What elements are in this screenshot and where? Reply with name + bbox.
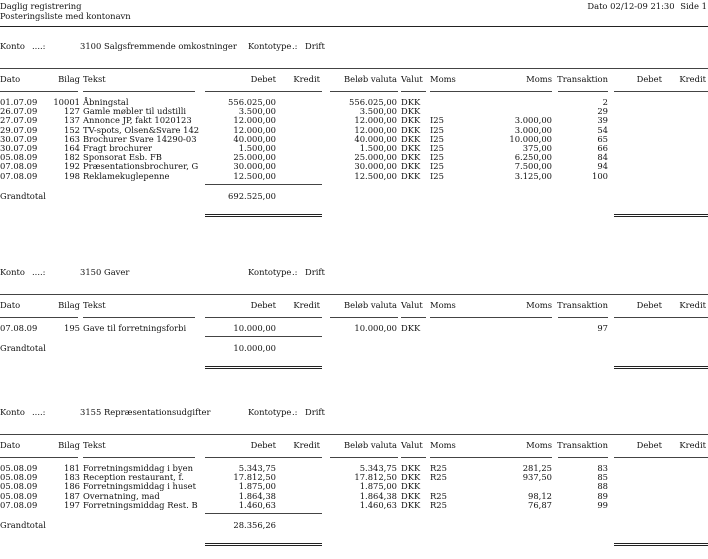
date-label: Dato xyxy=(587,1,608,11)
column-header-bottom-rule xyxy=(205,91,322,92)
cell-valut: DKK xyxy=(401,115,421,126)
cell-moms2: 7.500,00 xyxy=(514,161,552,172)
cell-valut: DKK xyxy=(401,124,421,135)
cell-moms: I25 xyxy=(430,115,444,126)
column-header-bottom-rule xyxy=(330,317,398,318)
cell-valut: DKK xyxy=(401,152,421,163)
column-header-bottom-rule xyxy=(614,317,708,318)
column-header-dato: Dato xyxy=(0,440,21,450)
cell-belob_valuta: 12.000,00 xyxy=(354,115,397,126)
cell-valut: DKK xyxy=(401,106,421,117)
report-title: Daglig registrering xyxy=(0,1,82,11)
cell-tekst: Præsentationsbrochurer, G xyxy=(83,161,199,172)
cell-dato: 26.07.09 xyxy=(0,106,38,117)
cell-belob_valuta: 25.000,00 xyxy=(354,152,397,163)
cell-moms: I25 xyxy=(430,124,444,135)
column-header-bottom-rule xyxy=(330,457,398,458)
double-underline xyxy=(205,545,322,546)
cell-bilag: 182 xyxy=(64,152,80,163)
double-underline xyxy=(205,214,322,215)
kontotype-dots: .: xyxy=(292,407,298,417)
double-underline xyxy=(205,366,322,367)
cell-belob_valuta: 17.812,50 xyxy=(354,472,397,483)
cell-moms: R25 xyxy=(430,499,447,510)
column-header-debet: Debet xyxy=(250,440,276,450)
cell-debet: 556.025,00 xyxy=(228,97,276,107)
cell-bilag: 195 xyxy=(64,323,80,333)
cell-valut: DKK xyxy=(401,323,421,333)
grandtotal-value: 692.525,00 xyxy=(228,190,276,201)
cell-valut: DKK xyxy=(401,499,421,510)
column-header-bottom-rule xyxy=(401,91,426,92)
kontotype-label: Kontotype xyxy=(248,407,292,417)
column-header-moms2: Moms xyxy=(526,440,552,450)
cell-belob_valuta: 12.500,00 xyxy=(354,170,397,181)
cell-tekst: Brochurer Svare 14290-03 xyxy=(83,133,197,144)
cell-valut: DKK xyxy=(401,490,421,501)
column-header-debet2: Debet xyxy=(636,440,662,450)
cell-dato: 05.08.09 xyxy=(0,152,38,163)
column-header-bottom-rule xyxy=(430,457,552,458)
cell-debet: 30.000,00 xyxy=(233,161,276,172)
account-name: Salgsfremmende omkostninger xyxy=(104,41,237,51)
cell-transaktion: 94 xyxy=(597,161,608,172)
konto-label: Konto xyxy=(0,41,25,51)
column-header-bilag: Bilag xyxy=(58,74,80,84)
cell-bilag: 127 xyxy=(64,106,80,117)
konto-dots: ....: xyxy=(32,41,46,51)
column-header-valut: Valut xyxy=(401,300,423,310)
account-number: 3100 xyxy=(80,41,102,51)
column-header-moms: Moms xyxy=(430,74,456,84)
header-divider xyxy=(0,26,708,27)
cell-debet: 17.812,50 xyxy=(233,472,276,483)
cell-moms2: 6.250,00 xyxy=(514,152,552,163)
cell-dato: 30.07.09 xyxy=(0,133,38,144)
cell-transaktion: 29 xyxy=(597,106,608,117)
column-header-kredit2: Kredit xyxy=(679,74,706,84)
kontotype-label: Kontotype xyxy=(248,41,292,51)
column-header-kredit: Kredit xyxy=(293,74,320,84)
column-header-moms2: Moms xyxy=(526,300,552,310)
total-rule xyxy=(205,336,322,337)
cell-tekst: Reklamekuglepenne xyxy=(83,170,170,181)
double-underline xyxy=(614,366,708,367)
cell-tekst: Forretningsmiddag Rest. B xyxy=(83,499,198,510)
cell-moms2: 3.000,00 xyxy=(514,115,552,126)
column-header-bottom-rule xyxy=(205,457,322,458)
cell-belob_valuta: 556.025,00 xyxy=(349,97,397,107)
column-header-bottom-rule xyxy=(0,457,78,458)
cell-debet: 1.864,38 xyxy=(238,490,276,501)
column-header-top-rule xyxy=(0,294,708,295)
cell-tekst: Overnatning, mad xyxy=(83,490,160,501)
cell-moms2: 76,87 xyxy=(528,499,552,510)
column-header-tekst: Tekst xyxy=(83,74,106,84)
cell-debet: 1.875,00 xyxy=(238,481,276,492)
double-underline xyxy=(614,543,708,544)
account-name: Repræsentationsudgifter xyxy=(104,407,211,417)
cell-debet: 5.343,75 xyxy=(238,463,276,473)
column-header-bottom-rule xyxy=(401,457,426,458)
column-header-debet2: Debet xyxy=(636,74,662,84)
column-header-bilag: Bilag xyxy=(58,300,80,310)
cell-transaktion: 54 xyxy=(597,124,608,135)
cell-moms: I25 xyxy=(430,152,444,163)
konto-dots: ....: xyxy=(32,407,46,417)
column-header-moms2: Moms xyxy=(526,74,552,84)
cell-moms2: 3.125,00 xyxy=(514,170,552,181)
column-header-debet2: Debet xyxy=(636,300,662,310)
total-rule xyxy=(205,513,322,514)
double-underline xyxy=(205,216,322,217)
cell-debet: 12.000,00 xyxy=(233,115,276,126)
cell-belob_valuta: 10.000,00 xyxy=(354,323,397,333)
column-header-kredit: Kredit xyxy=(293,300,320,310)
column-header-valut: Valut xyxy=(401,74,423,84)
cell-tekst: Forretningsmiddag i byen xyxy=(83,463,193,473)
cell-dato: 05.08.09 xyxy=(0,472,38,483)
cell-dato: 07.08.09 xyxy=(0,323,38,333)
column-header-tekst: Tekst xyxy=(83,440,106,450)
column-header-bottom-rule xyxy=(558,91,608,92)
cell-belob_valuta: 1.500,00 xyxy=(359,143,397,153)
column-header-bottom-rule xyxy=(0,317,78,318)
cell-dato: 07.08.09 xyxy=(0,499,38,510)
cell-debet: 3.500,00 xyxy=(238,106,276,117)
cell-tekst: Sponsorat Esb. FB xyxy=(83,152,162,163)
double-underline xyxy=(205,543,322,544)
cell-dato: 27.07.09 xyxy=(0,115,38,126)
column-header-bottom-rule xyxy=(430,317,552,318)
account-type: Drift xyxy=(305,41,325,51)
cell-bilag: 152 xyxy=(64,124,80,135)
cell-bilag: 181 xyxy=(64,463,80,473)
column-header-transaktion: Transaktion xyxy=(557,440,608,450)
total-rule xyxy=(205,184,322,185)
cell-valut: DKK xyxy=(401,97,421,107)
cell-moms2: 3.000,00 xyxy=(514,124,552,135)
kontotype-label: Kontotype xyxy=(248,267,292,277)
cell-belob_valuta: 1.864,38 xyxy=(359,490,397,501)
cell-moms: R25 xyxy=(430,463,447,473)
cell-moms2: 375,00 xyxy=(522,143,552,153)
cell-debet: 40.000,00 xyxy=(233,133,276,144)
column-header-transaktion: Transaktion xyxy=(557,300,608,310)
column-header-tekst: Tekst xyxy=(83,300,106,310)
column-header-belob_valuta: Beløb valuta xyxy=(343,74,397,84)
column-header-belob_valuta: Beløb valuta xyxy=(343,440,397,450)
column-header-kredit2: Kredit xyxy=(679,440,706,450)
cell-debet: 25.000,00 xyxy=(233,152,276,163)
cell-bilag: 192 xyxy=(64,161,80,172)
cell-bilag: 183 xyxy=(64,472,80,483)
cell-tekst: Reception restaurant, f. xyxy=(83,472,184,483)
cell-moms2: 10.000,00 xyxy=(509,133,552,144)
cell-tekst: TV-spots, Olsen&Svare 142 xyxy=(83,124,200,135)
cell-moms2: 281,25 xyxy=(522,463,552,473)
cell-tekst: Annonce JP, fakt 1020123 xyxy=(83,115,192,126)
grandtotal-value: 28.356,26 xyxy=(233,519,276,530)
cell-bilag: 163 xyxy=(64,133,80,144)
cell-transaktion: 65 xyxy=(597,133,608,144)
cell-transaktion: 83 xyxy=(597,463,608,473)
konto-dots: ....: xyxy=(32,267,46,277)
kontotype-dots: .: xyxy=(292,41,298,51)
cell-bilag: 137 xyxy=(64,115,80,126)
column-header-debet: Debet xyxy=(250,74,276,84)
grandtotal-label: Grandtotal xyxy=(0,343,46,353)
cell-tekst: Åbningstal xyxy=(83,97,129,107)
column-header-dato: Dato xyxy=(0,74,21,84)
cell-debet: 12.000,00 xyxy=(233,124,276,135)
column-header-bottom-rule xyxy=(558,317,608,318)
column-header-kredit2: Kredit xyxy=(679,300,706,310)
column-header-bottom-rule xyxy=(205,317,322,318)
column-header-bottom-rule xyxy=(83,317,195,318)
column-header-valut: Valut xyxy=(401,440,423,450)
column-header-moms: Moms xyxy=(430,300,456,310)
page-number: 1 xyxy=(701,1,707,11)
account-name: Gaver xyxy=(104,267,130,277)
double-underline xyxy=(614,216,708,217)
cell-valut: DKK xyxy=(401,133,421,144)
cell-debet: 1.460,63 xyxy=(238,499,276,510)
cell-transaktion: 85 xyxy=(597,472,608,483)
cell-valut: DKK xyxy=(401,170,421,181)
cell-tekst: Gamle møbler til udstilli xyxy=(83,106,187,117)
double-underline xyxy=(614,545,708,546)
cell-dato: 05.08.09 xyxy=(0,481,38,492)
cell-dato: 01.07.09 xyxy=(0,97,38,107)
cell-bilag: 197 xyxy=(64,499,80,510)
cell-dato: 07.08.09 xyxy=(0,161,38,172)
cell-valut: DKK xyxy=(401,161,421,172)
column-header-top-rule xyxy=(0,68,708,69)
column-header-debet: Debet xyxy=(250,300,276,310)
cell-valut: DKK xyxy=(401,472,421,483)
cell-valut: DKK xyxy=(401,481,421,492)
column-header-bottom-rule xyxy=(83,457,195,458)
cell-dato: 05.08.09 xyxy=(0,490,38,501)
cell-transaktion: 66 xyxy=(597,143,608,153)
double-underline xyxy=(205,368,322,369)
double-underline xyxy=(614,368,708,369)
column-header-moms: Moms xyxy=(430,440,456,450)
cell-debet: 1.500,00 xyxy=(238,143,276,153)
cell-dato: 29.07.09 xyxy=(0,124,38,135)
grandtotal-value: 10.000,00 xyxy=(233,343,276,353)
cell-belob_valuta: 3.500,00 xyxy=(359,106,397,117)
cell-belob_valuta: 1.875,00 xyxy=(359,481,397,492)
cell-bilag: 187 xyxy=(64,490,80,501)
cell-debet: 12.500,00 xyxy=(233,170,276,181)
cell-transaktion: 88 xyxy=(597,481,608,492)
column-header-bottom-rule xyxy=(558,457,608,458)
account-type: Drift xyxy=(305,267,325,277)
cell-moms2: 937,50 xyxy=(522,472,552,483)
grandtotal-label: Grandtotal xyxy=(0,519,46,530)
konto-label: Konto xyxy=(0,267,25,277)
cell-bilag: 10001 xyxy=(53,97,80,107)
column-header-top-rule xyxy=(0,434,708,435)
cell-bilag: 198 xyxy=(64,170,80,181)
cell-transaktion: 100 xyxy=(592,170,608,181)
cell-moms: R25 xyxy=(430,490,447,501)
column-header-bottom-rule xyxy=(430,91,552,92)
column-header-dato: Dato xyxy=(0,300,21,310)
page-label: Side xyxy=(680,1,699,11)
cell-tekst: Forretningsmiddag i huset xyxy=(83,481,196,492)
cell-dato: 30.07.09 xyxy=(0,143,38,153)
cell-moms: I25 xyxy=(430,143,444,153)
cell-belob_valuta: 30.000,00 xyxy=(354,161,397,172)
column-header-transaktion: Transaktion xyxy=(557,74,608,84)
cell-transaktion: 97 xyxy=(597,323,608,333)
column-header-bottom-rule xyxy=(614,457,708,458)
cell-belob_valuta: 1.460,63 xyxy=(359,499,397,510)
cell-debet: 10.000,00 xyxy=(233,323,276,333)
kontotype-dots: .: xyxy=(292,267,298,277)
report-meta xyxy=(587,2,707,10)
column-header-bottom-rule xyxy=(83,91,195,92)
cell-transaktion: 89 xyxy=(597,490,608,501)
column-header-belob_valuta: Beløb valuta xyxy=(343,300,397,310)
grandtotal-label: Grandtotal xyxy=(0,190,46,201)
cell-bilag: 186 xyxy=(64,481,80,492)
cell-moms: I25 xyxy=(430,133,444,144)
cell-moms: I25 xyxy=(430,161,444,172)
double-underline xyxy=(614,214,708,215)
cell-dato: 05.08.09 xyxy=(0,463,38,473)
cell-transaktion: 99 xyxy=(597,499,608,510)
cell-bilag: 164 xyxy=(64,143,80,153)
cell-tekst: Gave til forretningsforbi xyxy=(83,323,187,333)
cell-belob_valuta: 40.000,00 xyxy=(354,133,397,144)
cell-transaktion: 39 xyxy=(597,115,608,126)
column-header-bottom-rule xyxy=(614,91,708,92)
column-header-bottom-rule xyxy=(330,91,398,92)
account-number: 3150 xyxy=(80,267,102,277)
column-header-bottom-rule xyxy=(401,317,426,318)
column-header-bottom-rule xyxy=(0,91,78,92)
cell-valut: DKK xyxy=(401,143,421,153)
cell-moms: I25 xyxy=(430,170,444,181)
cell-transaktion: 84 xyxy=(597,152,608,163)
cell-valut: DKK xyxy=(401,463,421,473)
account-number: 3155 xyxy=(80,407,102,417)
date-value: 02/12-09 21:30 xyxy=(610,1,675,11)
report-subtitle: Posteringsliste med kontonavn xyxy=(0,11,131,21)
cell-moms: R25 xyxy=(430,472,447,483)
konto-label: Konto xyxy=(0,407,25,417)
account-type: Drift xyxy=(305,407,325,417)
cell-dato: 07.08.09 xyxy=(0,170,38,181)
column-header-kredit: Kredit xyxy=(293,440,320,450)
cell-moms2: 98,12 xyxy=(528,490,552,501)
column-header-bilag: Bilag xyxy=(58,440,80,450)
cell-tekst: Fragt brochurer xyxy=(83,143,153,153)
cell-belob_valuta: 12.000,00 xyxy=(354,124,397,135)
cell-belob_valuta: 5.343,75 xyxy=(359,463,397,473)
cell-transaktion: 2 xyxy=(602,97,608,107)
